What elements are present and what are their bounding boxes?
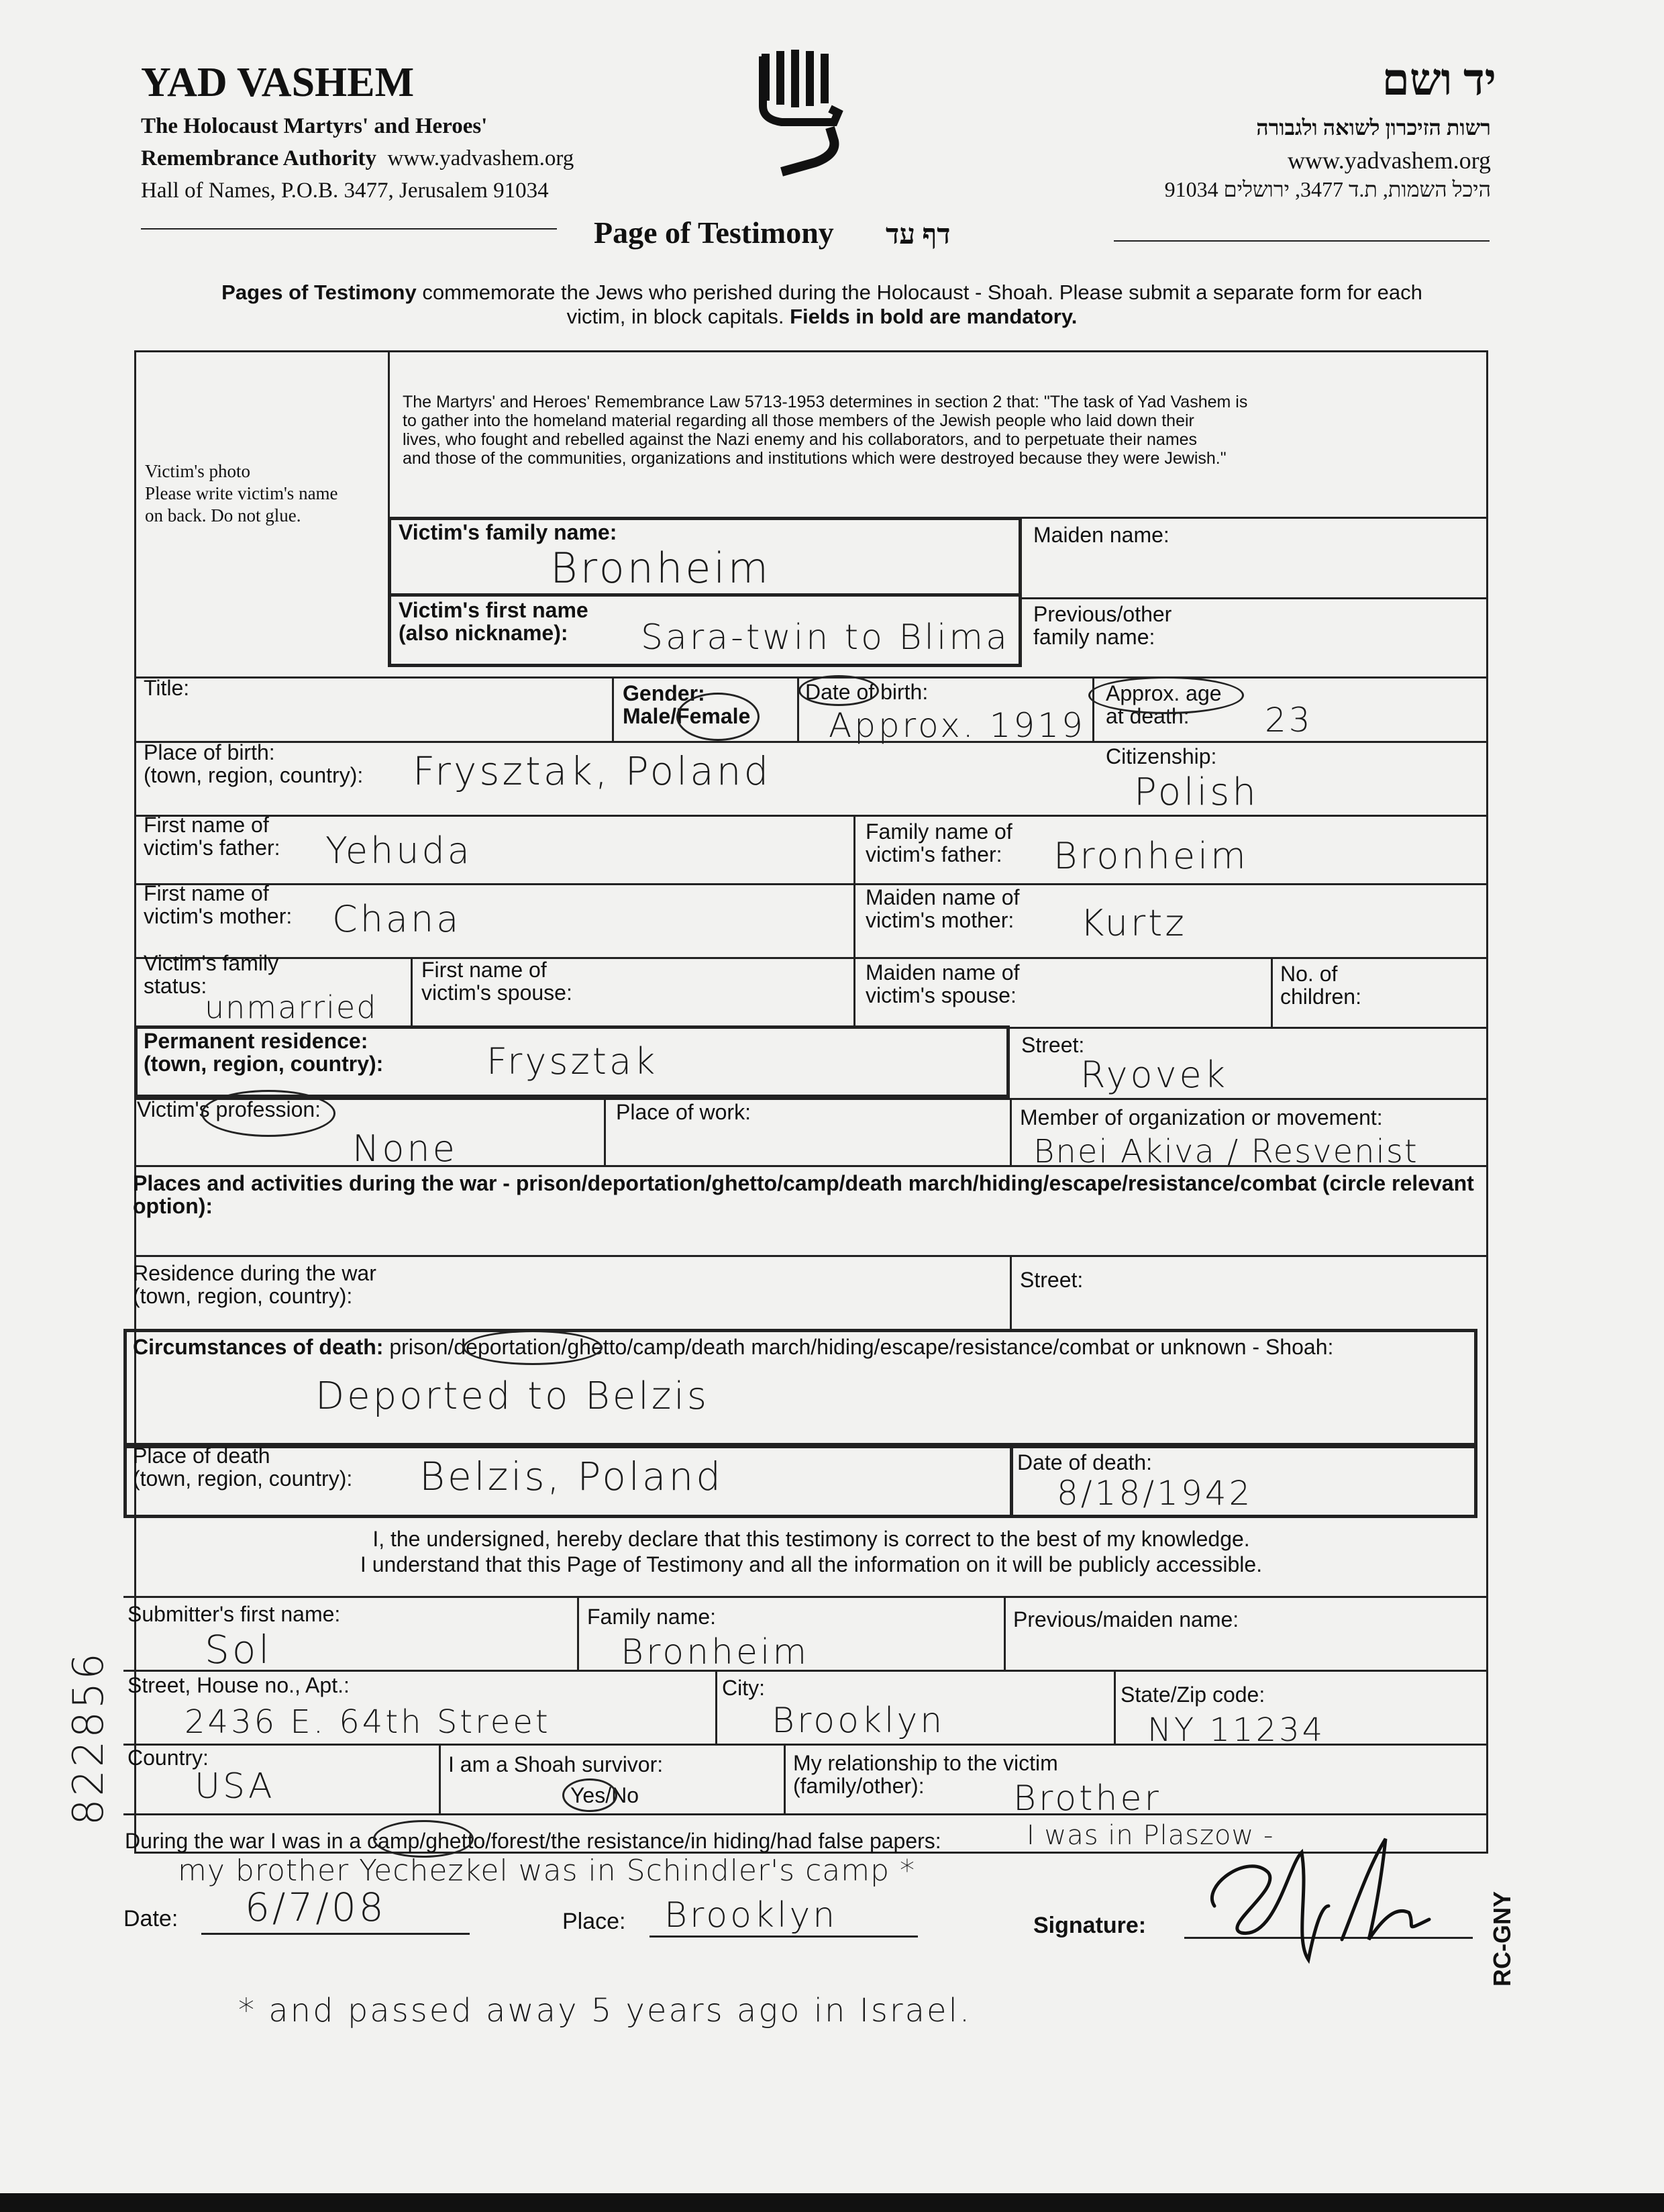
children-label <box>1280 962 1361 1008</box>
approx-age-circle <box>1088 676 1244 714</box>
approx-age-label-1: Approx. age <box>1106 681 1222 705</box>
father-first-label-2: victim's father: <box>144 836 280 860</box>
mother-maiden-label-2: victim's mother: <box>866 908 1015 932</box>
row-line-890-right <box>1022 597 1488 599</box>
dob-label: Date of birth: <box>805 680 929 704</box>
family-name-label: Victim's family name: <box>399 520 617 544</box>
first-name-label <box>399 599 588 644</box>
row-line-1636 <box>134 1098 1488 1100</box>
date-of-death-value: 8/18/1942 <box>1057 1474 1253 1513</box>
spouse-first-label-2: victim's spouse: <box>421 981 572 1005</box>
row-line-2702 <box>123 1813 1488 1815</box>
law-line-3: lives, who fought and rebelled against the Nazi enemy and his collaborators, and to perpetuate their names <box>403 430 1198 449</box>
yad-vashem-logo <box>755 47 849 178</box>
col-relationship-left <box>784 1744 786 1813</box>
intro-bold-1: Pages of Testimony <box>221 281 417 304</box>
father-family-label <box>866 820 1012 866</box>
place-of-death-label <box>133 1444 352 1490</box>
female-circle <box>676 693 760 741</box>
col-dob-left <box>797 676 799 741</box>
col-father-mid <box>853 815 855 957</box>
side-number: 822856 <box>64 1650 113 1825</box>
residence-label <box>144 1029 383 1075</box>
org-title: YAD VASHEM <box>141 60 415 105</box>
submitter-prev-label: Previous/maiden name: <box>1013 1607 1239 1631</box>
hebrew-line3: היכל השמות, ת.ד 3477, ירושלים 91034 <box>1164 177 1491 201</box>
place-of-death-label-2: (town, region, country): <box>133 1466 353 1491</box>
dob-value: Approx. 1919 <box>829 706 1086 745</box>
submitter-family-value: Bronheim <box>621 1632 810 1672</box>
father-first-label-1: First name of <box>144 813 269 837</box>
prev-family-label-1: Previous/other <box>1033 602 1172 626</box>
col-sub-family-left <box>577 1596 579 1670</box>
photo-line-3: on back. Do not glue. <box>145 505 301 525</box>
date-of-death-label: Date of death: <box>1017 1450 1153 1474</box>
children-label-1: No. of <box>1280 962 1338 986</box>
org-line2 <box>141 146 574 171</box>
war-residence-label-2: (town, region, country): <box>133 1284 353 1308</box>
profession-label: Victim's profession: <box>137 1097 321 1121</box>
submitter-family-label: Family name: <box>587 1605 717 1629</box>
photo-box-text <box>145 460 338 527</box>
photo-line-2: Please write victim's name <box>145 483 338 503</box>
street-label: Street: <box>1021 1033 1085 1057</box>
submitter-first-value: Sol <box>205 1627 272 1672</box>
citizenship-value: Polish <box>1134 770 1259 814</box>
declaration-line-2: I understand that this Page of Testimony and all the information on it will be publicly accessible. <box>360 1552 1263 1576</box>
father-family-label-2: victim's father: <box>866 842 1002 866</box>
row-line-1316 <box>134 883 1488 885</box>
place-of-death-value: Belzis, Poland <box>419 1454 724 1499</box>
member-org-label: Member of organization or movement: <box>1020 1105 1383 1129</box>
declaration <box>134 1526 1488 1577</box>
col-survivor-left <box>439 1744 441 1813</box>
relationship-value: Brother <box>1013 1778 1161 1819</box>
residence-value: Frysztak <box>486 1040 658 1083</box>
first-name-label-1: Victim's first name <box>399 598 588 622</box>
row-line-2598 <box>123 1744 1488 1746</box>
profession-circle <box>201 1090 335 1137</box>
hebrew-line1: רשות הזיכרון לשואה ולגבורה <box>1256 115 1491 140</box>
approx-age-label-2: at death: <box>1106 704 1190 728</box>
col-spouse-left <box>411 957 413 1027</box>
spouse-maiden-label-2: victim's spouse: <box>866 983 1017 1007</box>
col-state-left <box>1114 1670 1116 1744</box>
org-website: www.yadvashem.org <box>387 146 574 170</box>
street-value: Ryovek <box>1080 1054 1229 1096</box>
mother-first-value: Chana <box>332 898 462 940</box>
family-status-value: unmarried <box>205 989 378 1025</box>
residence-label-2: (town, region, country): <box>144 1052 384 1076</box>
title-label: Title: <box>144 676 190 700</box>
street-house-label: Street, House no., Apt.: <box>127 1673 350 1697</box>
residence-label-1: Permanent residence: <box>144 1029 368 1053</box>
mother-maiden-label-1: Maiden name of <box>866 885 1020 909</box>
profession-value: None <box>352 1127 458 1170</box>
street-house-value: 2436 E. 64th Street <box>185 1703 551 1741</box>
war-places-label <box>133 1172 1475 1217</box>
relationship-label-2: (family/other): <box>793 1774 925 1798</box>
during-war-value-2: my brother Yechezkel was in Schindler's camp * <box>178 1854 916 1888</box>
first-name-value: Sara-twin to Blima <box>641 617 1010 658</box>
spouse-maiden-label-1: Maiden name of <box>866 960 1020 985</box>
intro-text-2: victim, in block capitals. <box>566 305 790 328</box>
pob-value: Frysztak, Poland <box>413 748 772 794</box>
children-label-2: children: <box>1280 985 1361 1009</box>
intro-bold-2: Fields in bold are mandatory. <box>790 305 1078 328</box>
father-first-label <box>144 813 280 859</box>
row-line-1214 <box>134 815 1488 817</box>
family-name-value: Bronheim <box>550 544 772 593</box>
row-line-1008 <box>134 676 1488 678</box>
country-label: Country: <box>127 1746 209 1770</box>
org-line3: Hall of Names, P.O.B. 3477, Jerusalem 91034 <box>141 179 549 203</box>
page-title: Page of Testimony <box>594 215 834 250</box>
war-street-label: Street: <box>1020 1268 1084 1292</box>
footnote: * and passed away 5 years ago in Israel. <box>238 1992 972 2029</box>
intro-text <box>141 281 1503 329</box>
citizenship-label: Citizenship: <box>1106 744 1217 768</box>
state-zip-label: State/Zip code: <box>1121 1682 1265 1707</box>
deportation-circle <box>463 1330 603 1365</box>
row-line-2378 <box>123 1596 1488 1598</box>
declaration-line-1: I, the undersigned, hereby declare that this testimony is correct to the best of my knowledge. <box>372 1527 1250 1551</box>
gender-label-1: Gender: <box>623 681 705 705</box>
pob-label <box>144 741 363 787</box>
row-line-1426 <box>134 957 1488 959</box>
approx-age-value: 23 <box>1265 701 1313 740</box>
spouse-maiden-label <box>866 961 1019 1007</box>
father-first-value: Yehuda <box>325 830 472 872</box>
date-label: Date: <box>123 1906 178 1931</box>
war-places-label-2: option): <box>133 1194 213 1218</box>
col-spouse-maiden-left <box>853 957 855 1027</box>
pob-label-2: (town, region, country): <box>144 763 364 787</box>
page-title-hebrew: דף עד <box>886 219 951 250</box>
circumstances-value: Deported to Belzis <box>315 1374 709 1418</box>
hebrew-title: יד ושם <box>1382 56 1496 105</box>
place-of-work-label: Place of work: <box>616 1100 751 1124</box>
mother-first-label <box>144 882 292 927</box>
col-work-left <box>604 1098 606 1165</box>
yes-circle <box>562 1778 617 1812</box>
place-underline <box>649 1936 918 1938</box>
survivor-label: I am a Shoah survivor: <box>448 1752 664 1776</box>
circumstances-label-bold: Circumstances of death: <box>133 1335 384 1359</box>
intro-text-1: commemorate the Jews who perished during the Holocaust - Shoah. Please submit a separate form for each <box>416 281 1422 304</box>
submitter-first-label: Submitter's first name: <box>127 1602 341 1626</box>
father-family-label-1: Family name of <box>866 819 1012 844</box>
first-name-label-2: (also nickname): <box>399 621 568 645</box>
signature-label: Signature: <box>1033 1913 1147 1938</box>
signature-mark <box>1194 1825 1449 1966</box>
col-gender-left <box>612 676 614 741</box>
mother-first-label-1: First name of <box>144 881 269 905</box>
col-children-left <box>1271 957 1273 1027</box>
scan-bottom-edge <box>0 2193 1664 2212</box>
row-line-770-right <box>1022 517 1488 519</box>
org-line2-text: Remembrance Authority <box>141 146 377 170</box>
camp-circle <box>373 1820 474 1858</box>
spouse-first-label-1: First name of <box>421 958 547 982</box>
law-text <box>403 393 1476 468</box>
prev-family-label <box>1033 603 1172 648</box>
war-residence-label <box>133 1262 376 1307</box>
date-value: 6/7/08 <box>245 1884 386 1930</box>
survivor-options[interactable]: Yes/No <box>570 1783 639 1807</box>
place-value: Brooklyn <box>664 1895 838 1936</box>
prev-family-label-2: family name: <box>1033 625 1155 649</box>
row-line-1870 <box>134 1255 1488 1257</box>
mother-maiden-value: Kurtz <box>1080 902 1187 944</box>
hebrew-website: www.yadvashem.org <box>1288 147 1491 174</box>
circumstances-label-rest: prison/deportation/ghetto/camp/death march/hiding/escape/resistance/combat or unknown - Shoah: <box>383 1335 1334 1359</box>
col-age-left <box>1092 676 1094 741</box>
during-war-label: During the war I was in a camp/ghetto/forest/the resistance/in hiding/had false papers: <box>125 1829 941 1853</box>
col-death-date-left <box>1010 1443 1013 1518</box>
photo-line-1: Victim's photo <box>145 461 250 481</box>
war-places-label-1: Places and activities during the war - prison/deportation/ghetto/camp/death march/hiding/escape/resistance/combat (circle relevant <box>133 1171 1474 1195</box>
law-line-1: The Martyrs' and Heroes' Remembrance Law 5713-1953 determines in section 2 that: "The task of Yad Vashem is <box>403 393 1248 411</box>
header-rule-left <box>141 228 557 230</box>
gender-options[interactable]: Male/Female <box>623 704 751 728</box>
date-underline <box>201 1933 470 1935</box>
city-value: Brooklyn <box>772 1701 945 1741</box>
col-sub-prev-left <box>1004 1596 1006 1670</box>
state-zip-value: NY 11234 <box>1147 1711 1326 1749</box>
family-status-label-1: Victim's family <box>144 951 279 975</box>
family-name-divider <box>388 593 1022 597</box>
maiden-name-label: Maiden name: <box>1033 523 1169 547</box>
mother-first-label-2: victim's mother: <box>144 904 293 928</box>
row-line-1736 <box>134 1165 1488 1167</box>
circumstances-label <box>133 1336 1333 1358</box>
city-label: City: <box>722 1676 765 1700</box>
country-value: USA <box>195 1766 275 1807</box>
col-member-left <box>1010 1098 1012 1165</box>
law-line-2: to gather into the homeland material regarding all those members of the Jewish people who laid down their <box>403 411 1194 430</box>
war-residence-label-1: Residence during the war <box>133 1261 376 1285</box>
member-org-value: Bnei Akiva / Resvenist <box>1033 1133 1418 1170</box>
col-city-left <box>715 1670 717 1744</box>
mother-maiden-label <box>866 886 1019 932</box>
row-line-1530-right <box>1010 1027 1488 1029</box>
dob-circle <box>798 675 879 706</box>
org-line1: The Holocaust Martyrs' and Heroes' <box>141 114 488 138</box>
col-war-street-left <box>1010 1255 1012 1330</box>
side-code: RC-GNY <box>1488 1891 1516 1987</box>
spouse-first-label <box>421 958 572 1004</box>
header-rule-right <box>1114 240 1490 242</box>
place-label: Place: <box>562 1909 626 1934</box>
relationship-label-1: My relationship to the victim <box>793 1751 1058 1775</box>
law-line-4: and those of the communities, organizations and institutions which were destroyed because they were Jewish." <box>403 449 1227 468</box>
father-family-value: Bronheim <box>1053 835 1249 877</box>
pob-label-1: Place of birth: <box>144 740 275 764</box>
during-war-value-1: I was in Plaszow - <box>1027 1820 1274 1851</box>
place-of-death-label-1: Place of death <box>133 1444 270 1468</box>
family-status-label-2: status: <box>144 974 207 998</box>
row-line-2488 <box>123 1670 1488 1672</box>
